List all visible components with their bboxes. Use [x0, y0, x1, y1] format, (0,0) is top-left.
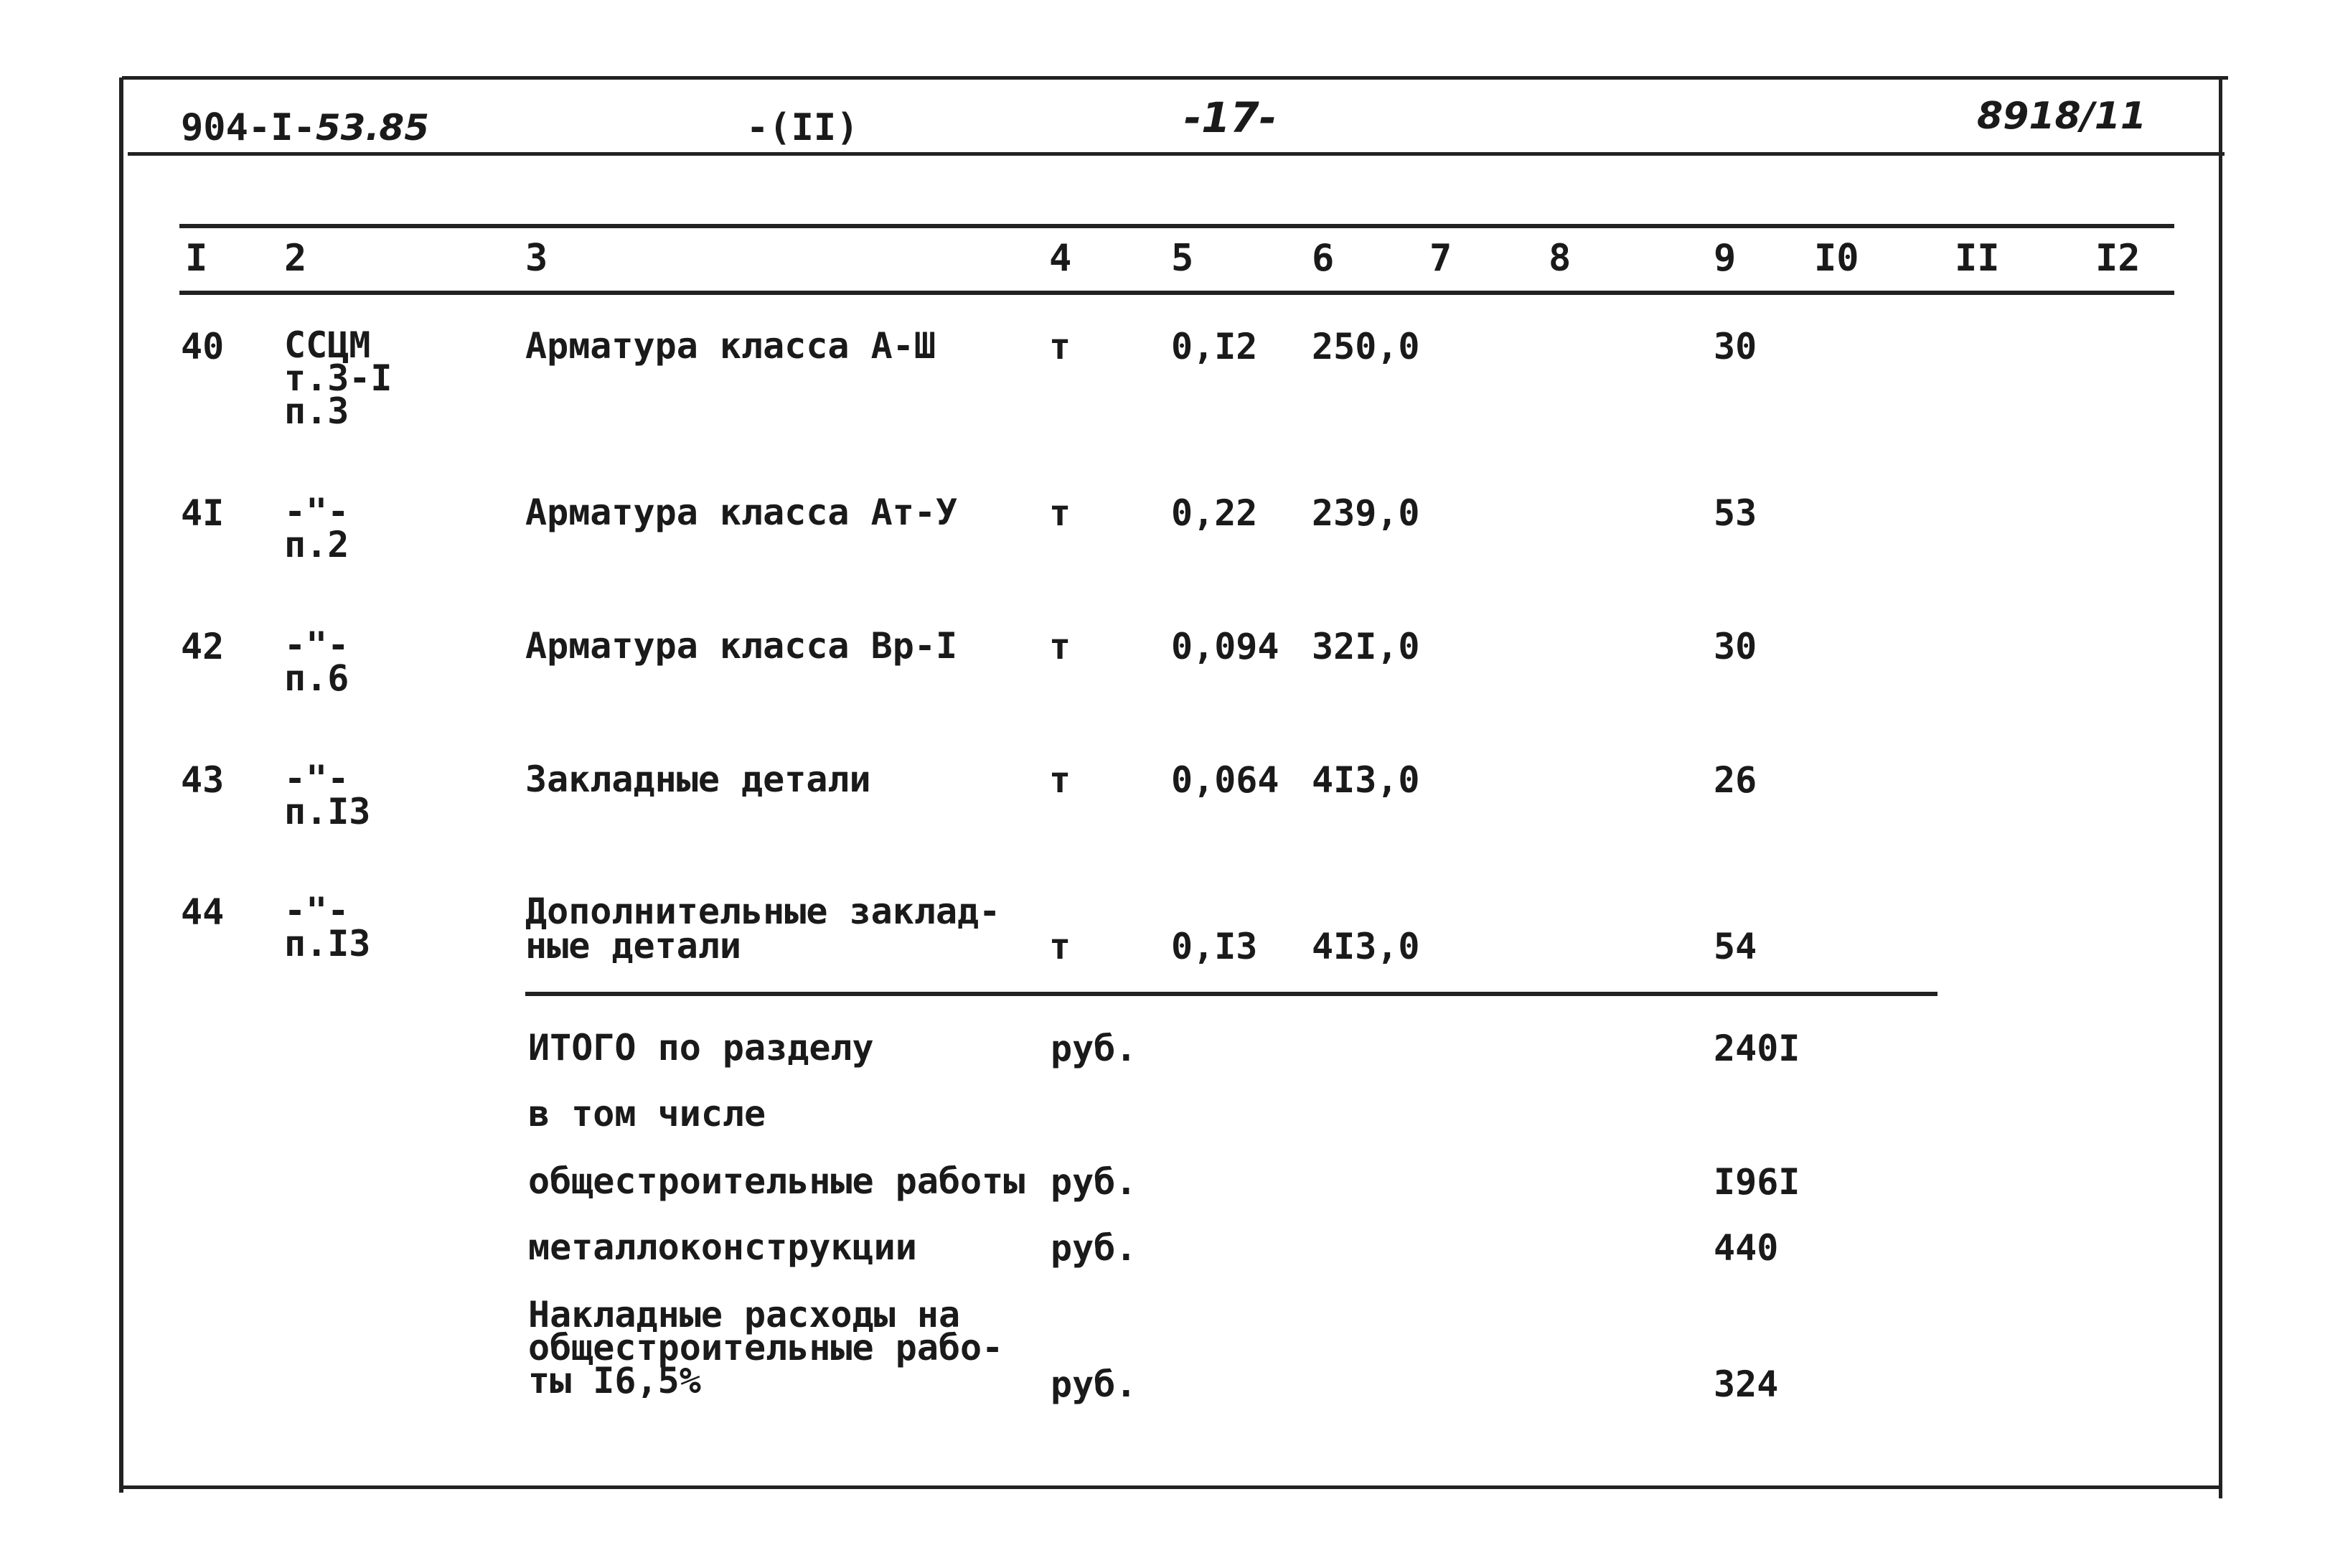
row-unit: т [1049, 926, 1071, 967]
row-description: Арматура класса Вр-I [525, 625, 958, 667]
row-total: 54 [1714, 926, 1757, 967]
row-number: 44 [181, 891, 225, 933]
column-header: 8 [1549, 237, 1572, 280]
summary-unit: руб. [1051, 1227, 1137, 1269]
row-reference-line: -"- [284, 758, 349, 799]
row-total: 26 [1714, 759, 1757, 801]
summary-total: 324 [1714, 1363, 1779, 1405]
row-total: 30 [1714, 626, 1757, 667]
row-reference-line: п.I3 [284, 923, 371, 964]
column-header: 2 [284, 237, 307, 280]
column-header: 9 [1714, 237, 1737, 280]
summary-label-line: общестроительные рабо- [528, 1327, 1004, 1369]
row-unit: т [1049, 326, 1071, 367]
row-unit-price: 239,0 [1312, 492, 1420, 534]
row-unit-price: 32I,0 [1312, 626, 1420, 667]
row-description: Арматура класса Ат-У [525, 492, 958, 533]
row-total: 30 [1714, 326, 1757, 367]
doc-code-handwritten: 53.85 [315, 107, 429, 149]
summary-label-line: ты I6,5% [528, 1360, 701, 1402]
row-reference-line: п.6 [284, 657, 349, 699]
summary-unit: руб. [1051, 1028, 1137, 1069]
row-number: 43 [181, 759, 225, 801]
summary-unit: руб. [1051, 1161, 1137, 1203]
row-reference-line: п.I3 [284, 791, 371, 832]
row-description: Арматура класса А-Ш [525, 325, 936, 367]
frame-left-line [119, 78, 123, 1493]
column-header: 6 [1312, 237, 1335, 280]
summary-unit: руб. [1051, 1363, 1137, 1405]
summary-total: 440 [1714, 1227, 1779, 1269]
column-header: 5 [1171, 237, 1194, 280]
row-number: 4I [181, 492, 225, 534]
row-description-line: Дополнительные заклад- [525, 891, 1001, 932]
row-reference-line: т.3-I [284, 357, 393, 399]
header-separator-line [128, 152, 2225, 156]
row-unit-price: 4I3,0 [1312, 926, 1420, 967]
column-header: I [185, 237, 208, 280]
summary-label-line: Накладные расходы на [528, 1294, 961, 1335]
row-reference-line: -"- [284, 624, 349, 666]
row-description: Закладные детали [525, 759, 871, 800]
row-unit: т [1049, 492, 1071, 534]
row-reference-line: -"- [284, 890, 349, 931]
row-quantity: 0,064 [1171, 759, 1279, 801]
row-reference-line: -"- [284, 491, 349, 532]
column-header: II [1955, 237, 2000, 280]
summary-total: I96I [1714, 1161, 1800, 1203]
row-unit: т [1049, 626, 1071, 667]
summary-rule [525, 992, 1937, 996]
column-header: 3 [525, 237, 548, 280]
section-number: -(II) [746, 106, 859, 149]
row-quantity: 0,I3 [1171, 926, 1258, 967]
row-unit-price: 250,0 [1312, 326, 1420, 367]
summary-label: ИТОГО по разделу [528, 1027, 874, 1069]
frame-right-line [2219, 78, 2222, 1498]
row-number: 40 [181, 326, 225, 367]
summary-label: в том числе [528, 1093, 766, 1135]
row-number: 42 [181, 626, 225, 667]
row-total: 53 [1714, 492, 1757, 534]
row-quantity: 0,094 [1171, 626, 1279, 667]
column-header: 7 [1429, 237, 1452, 280]
inventory-number: 8918/11 [1977, 95, 2147, 138]
row-reference-line: п.2 [284, 524, 349, 565]
frame-top-line [122, 76, 2228, 80]
row-description-line: ные детали [525, 925, 742, 967]
frame-bottom-line [119, 1485, 2220, 1489]
summary-label: общестроительные работы [528, 1160, 1025, 1202]
column-header: I2 [2095, 237, 2141, 280]
table-header-top-rule [179, 224, 2174, 228]
summary-total: 240I [1714, 1028, 1800, 1069]
table-header-bottom-rule [179, 291, 2174, 295]
doc-code-prefix: 904-I- [181, 106, 316, 149]
column-header: 4 [1049, 237, 1072, 280]
row-unit-price: 4I3,0 [1312, 759, 1420, 801]
doc-code [181, 106, 429, 149]
row-reference-line: ССЦМ [284, 324, 371, 366]
page-number: -17- [1184, 93, 1277, 142]
row-reference-line: п.3 [284, 390, 349, 432]
row-quantity: 0,22 [1171, 492, 1258, 534]
row-quantity: 0,I2 [1171, 326, 1258, 367]
row-unit: т [1049, 759, 1071, 801]
column-header: I0 [1814, 237, 1859, 280]
summary-label: металлоконструкции [528, 1226, 917, 1268]
